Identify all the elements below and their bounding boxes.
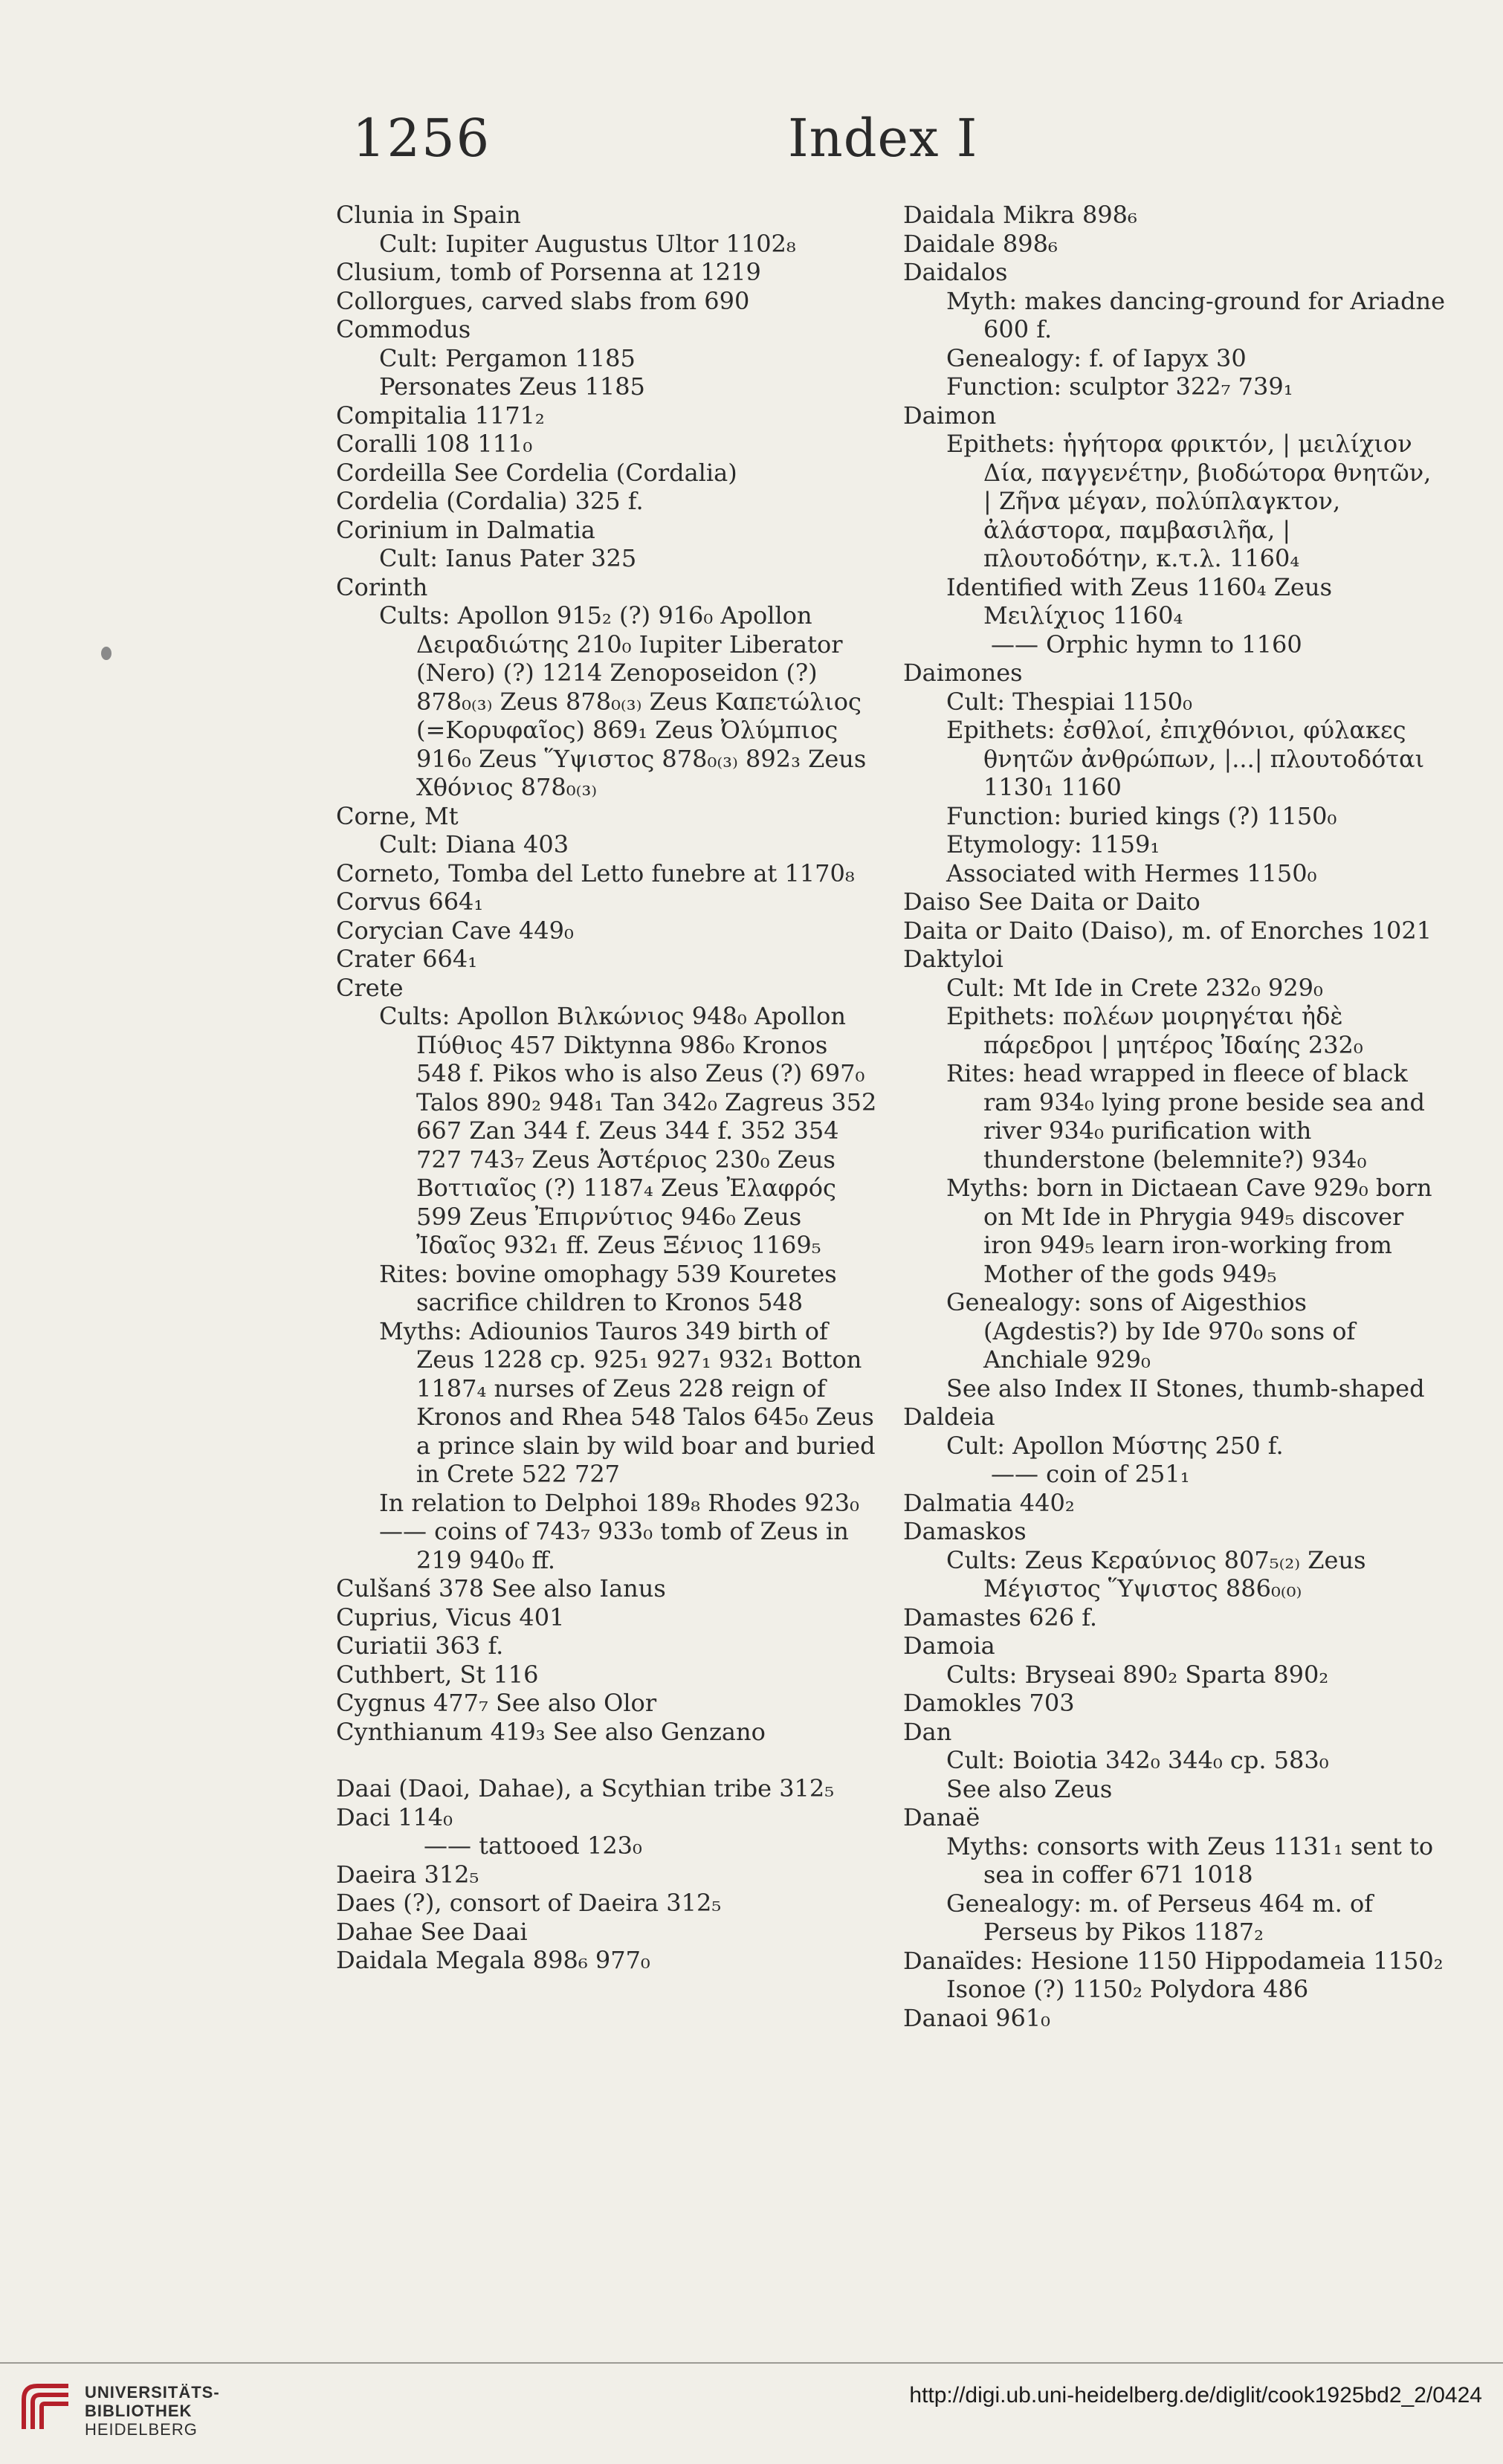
index-subentry: Cult: Iupiter Augustus Ultor 1102₈: [379, 229, 796, 258]
index-subentry: Function: sculptor 322₇ 739₁: [946, 372, 1293, 401]
library-logo[interactable]: [16, 2371, 220, 2453]
index-subentry: —— coin of 251₁: [991, 1460, 1190, 1488]
library-name: [85, 2383, 220, 2439]
index-entry: Cordelia (Cordalia) 325 f.: [336, 487, 644, 515]
index-entry: Damaskos: [903, 1517, 1027, 1545]
index-entry: Daci 114₀: [336, 1802, 453, 1831]
index-entry: Cuprius, Vicus 401: [336, 1603, 565, 1632]
index-subentry: Cult: Pergamon 1185: [379, 343, 636, 372]
index-entry: Daiso See Daita or Daito: [903, 887, 1200, 916]
index-subentry: Myth: makes dancing-ground for Ariadne 600 f.: [946, 286, 1446, 343]
page-header: [0, 93, 1503, 182]
index-subentry: Cult: Boiotia 342₀ 344₀ cp. 583₀: [946, 1746, 1329, 1774]
index-entry: Compitalia 1171₂: [336, 401, 545, 430]
index-entry: Daes (?), consort of Daeira 312₅: [336, 1889, 722, 1917]
index-subentry: Genealogy: sons of Aigesthios (Agdestis?) by Ide 970₀ sons of Anchiale 929₀: [946, 1288, 1356, 1374]
index-subentry: Rites: head wrapped in fleece of black ram 934₀ lying prone beside sea and river 934₀ purification with thunderstone (belemnite?) 934₀: [946, 1059, 1425, 1174]
index-entry: Dalmatia 440₂: [903, 1488, 1075, 1517]
footer-divider: [0, 2362, 1503, 2364]
index-column-right: [903, 201, 1446, 2032]
index-subentry: Epithets: ἐσθλοί, ἐπιχθόνιοι, φύλακες θνητῶν ἀνθρώπων, |...| πλουτοδόται 1130₁ 1160: [946, 716, 1425, 801]
index-entry: Daldeia: [903, 1403, 995, 1431]
index-subentry: See also Index II Stones, thumb-shaped: [946, 1374, 1425, 1403]
index-entry: Dahae See Daai: [336, 1917, 528, 1946]
index-entry: Daktyloi: [903, 945, 1003, 973]
index-entry: Damoia: [903, 1632, 995, 1660]
index-entry: Danaïdes: Hesione 1150 Hippodameia 1150₂ Isonoe (?) 1150₂ Polydora 486: [903, 1946, 1444, 2003]
index-subentry: Personates Zeus 1185: [379, 372, 645, 401]
index-entry: Daimon: [903, 401, 997, 430]
index-subentry: Genealogy: m. of Perseus 464 m. of Perseus by Pikos 1187₂: [946, 1889, 1374, 1946]
index-subentry: Cults: Zeus Κεραύνιος 807₅₍₂₎ Zeus Μέγιστος Ὕψιστος 886₀₍₀₎: [946, 1545, 1366, 1603]
index-subentry: Genealogy: f. of Iapyx 30: [946, 343, 1247, 372]
index-entry: Cynthianum 419₃ See also Genzano: [336, 1717, 766, 1746]
logo-line: BIBLIOTHEK: [85, 2402, 193, 2420]
index-subentry: Cult: Mt Ide in Crete 232₀ 929₀: [946, 973, 1323, 1002]
index-entry: Daai (Daoi, Dahae), a Scythian tribe 312₅: [336, 1774, 835, 1802]
index-subentry: Myths: consorts with Zeus 1131₁ sent to sea in coffer 671 1018: [946, 1831, 1434, 1889]
index-entry: Crete: [336, 973, 404, 1002]
index-subentry: Myths: Adiounios Tauros 349 birth of Zeus 1228 cp. 925₁ 927₁ 932₁ Botton 1187₄ nurses of Zeus 228 reign of Kronos and Rhea 548 Talos 645₀ Zeus a prince slain by wild boar and buried in Crete 522 727: [379, 1316, 876, 1488]
index-subentry: Function: buried kings (?) 1150₀: [946, 801, 1337, 830]
index-subentry: Cult: Apollon Μύστης 250 f.: [946, 1431, 1284, 1460]
index-entry: Clunia in Spain: [336, 201, 521, 229]
index-subentry: Epithets: ἡγήτορα φρικτόν, | μειλίχιον Δία, παγγενέτην, βιοδώτορα θνητῶν, | Ζῆνα μέγαν, πολύπλαγκτον, ἀλάστορα, παμβασιλῆα, | πλουτοδότην, κ.τ.λ. 1160₄: [946, 430, 1432, 572]
index-subentry: Cults: Bryseai 890₂ Sparta 890₂: [946, 1660, 1329, 1689]
index-entry: Daimones: [903, 659, 1023, 687]
index-entry: Damokles 703: [903, 1689, 1075, 1717]
index-entry: Clusium, tomb of Porsenna at 1219: [336, 258, 761, 286]
index-entry: Corvus 664₁: [336, 887, 484, 916]
index-entry: Damastes 626 f.: [903, 1603, 1098, 1632]
index-subentry: Etymology: 1159₁: [946, 830, 1160, 858]
index-entry: Collorgues, carved slabs from 690: [336, 286, 750, 315]
index-entry: Coralli 108 111₀: [336, 430, 533, 458]
index-entry: Danaë: [903, 1803, 980, 1831]
index-subentry: Cult: Ianus Pater 325: [379, 544, 637, 572]
index-subentry: In relation to Delphoi 189₈ Rhodes 923₀: [379, 1488, 859, 1517]
index-entry: Cuthbert, St 116: [336, 1660, 539, 1689]
index-column-left: [336, 201, 879, 1975]
index-subentry: See also Zeus: [946, 1774, 1113, 1803]
index-entry: Daidala Mikra 898₆: [903, 201, 1137, 229]
page-number: 1256: [352, 108, 491, 169]
index-entry: Daidala Megala 898₆ 977₀: [336, 1946, 650, 1974]
source-url-link[interactable]: http://digi.ub.uni-heidelberg.de/diglit/cook1925bd2_2/0424: [909, 2383, 1482, 2408]
index-entry: Cygnus 477₇ See also Olor: [336, 1689, 657, 1717]
index-entry: Cordeilla See Cordelia (Cordalia): [336, 458, 737, 487]
index-entry: Daidale 898₆: [903, 229, 1058, 258]
scan-speck: [101, 647, 111, 660]
index-subentry: Associated with Hermes 1150₀: [946, 858, 1317, 887]
index-subentry: Rites: bovine omophagy 539 Kouretes sacrifice children to Kronos 548: [379, 1259, 837, 1316]
index-entry: Corinium in Dalmatia: [336, 515, 595, 544]
index-entry: Culšanś 378 See also Ianus: [336, 1574, 666, 1603]
index-entry: Corycian Cave 449₀: [336, 916, 574, 945]
library-emblem-icon: [16, 2377, 76, 2436]
index-subentry: —— tattooed 123₀: [424, 1831, 642, 1860]
index-entry: Corneto, Tomba del Letto funebre at 1170₈: [336, 858, 855, 887]
index-entry: Curiatii 363 f.: [336, 1632, 504, 1660]
index-entry: Crater 664₁: [336, 945, 478, 973]
logo-line: UNIVERSITÄTS-: [85, 2383, 220, 2402]
index-entry: Daidalos: [903, 258, 1008, 286]
index-entry: Danaoi 961₀: [903, 2003, 1050, 2032]
section-gap: [336, 1746, 879, 1774]
index-subentry: —— coins of 743₇ 933₀ tomb of Zeus in 219 940₀ ff.: [379, 1517, 849, 1574]
index-subentry: Cult: Diana 403: [379, 830, 569, 858]
index-subentry: —— Orphic hymn to 1160: [991, 630, 1302, 659]
index-entry: Daita or Daito (Daiso), m. of Enorches 1021: [903, 916, 1432, 945]
index-entry: Corne, Mt: [336, 801, 459, 830]
index-entry: Dan: [903, 1717, 952, 1746]
index-subentry: Cult: Thespiai 1150₀: [946, 687, 1192, 716]
index-subentry: Identified with Zeus 1160₄ Zeus Μειλίχιος 1160₄: [946, 572, 1332, 630]
logo-line: HEIDELBERG: [85, 2420, 198, 2439]
index-entry: Corinth: [336, 572, 428, 601]
index-entry: Commodus: [336, 315, 471, 343]
index-subentry: Myths: born in Dictaean Cave 929₀ born on Mt Ide in Phrygia 949₅ discover iron 949₅ learn iron-working from Mother of the gods 949₅: [946, 1174, 1432, 1288]
index-subentry: Cults: Apollon 915₂ (?) 916₀ Apollon Δειραδιώτης 210₀ Iupiter Liberator (Nero) (?) 1214 Zenoposeidon (?) 878₀₍₃₎ Zeus 878₀₍₃₎ Zeus Καπετώλιος (=Κορυφαῖος) 869₁ Zeus Ὀλύμπιος 916₀ Zeus Ὕψιστος 878₀₍₃₎ 892₃ Zeus Χθόνιος 878₀₍₃₎: [379, 601, 867, 801]
running-title: Index I: [788, 108, 978, 169]
index-entry: Daeira 312₅: [336, 1860, 479, 1889]
index-subentry: Epithets: πολέων μοιρηγέται ἠδὲ πάρεδροι | μητέρος Ἰδαίης 232₀: [946, 1002, 1363, 1059]
index-subentry: Cults: Apollon Βιλκώνιος 948₀ Apollon Πύθιος 457 Diktynna 986₀ Kronos 548 f. Pikos who is also Zeus (?) 697₀ Talos 890₂ 948₁ Tan 342₀ Zagreus 352 667 Zan 344 f. Zeus 344 f. 352 354 727 743₇ Zeus Ἀστέριος 230₀ Zeus Βοττιαῖος (?) 1187₄ Zeus Ἐλαφρός 599 Zeus Ἐπιρνύτιος 946₀ Zeus Ἰδαῖος 932₁ ff. Zeus Ξένιος 1169₅: [379, 1002, 877, 1259]
